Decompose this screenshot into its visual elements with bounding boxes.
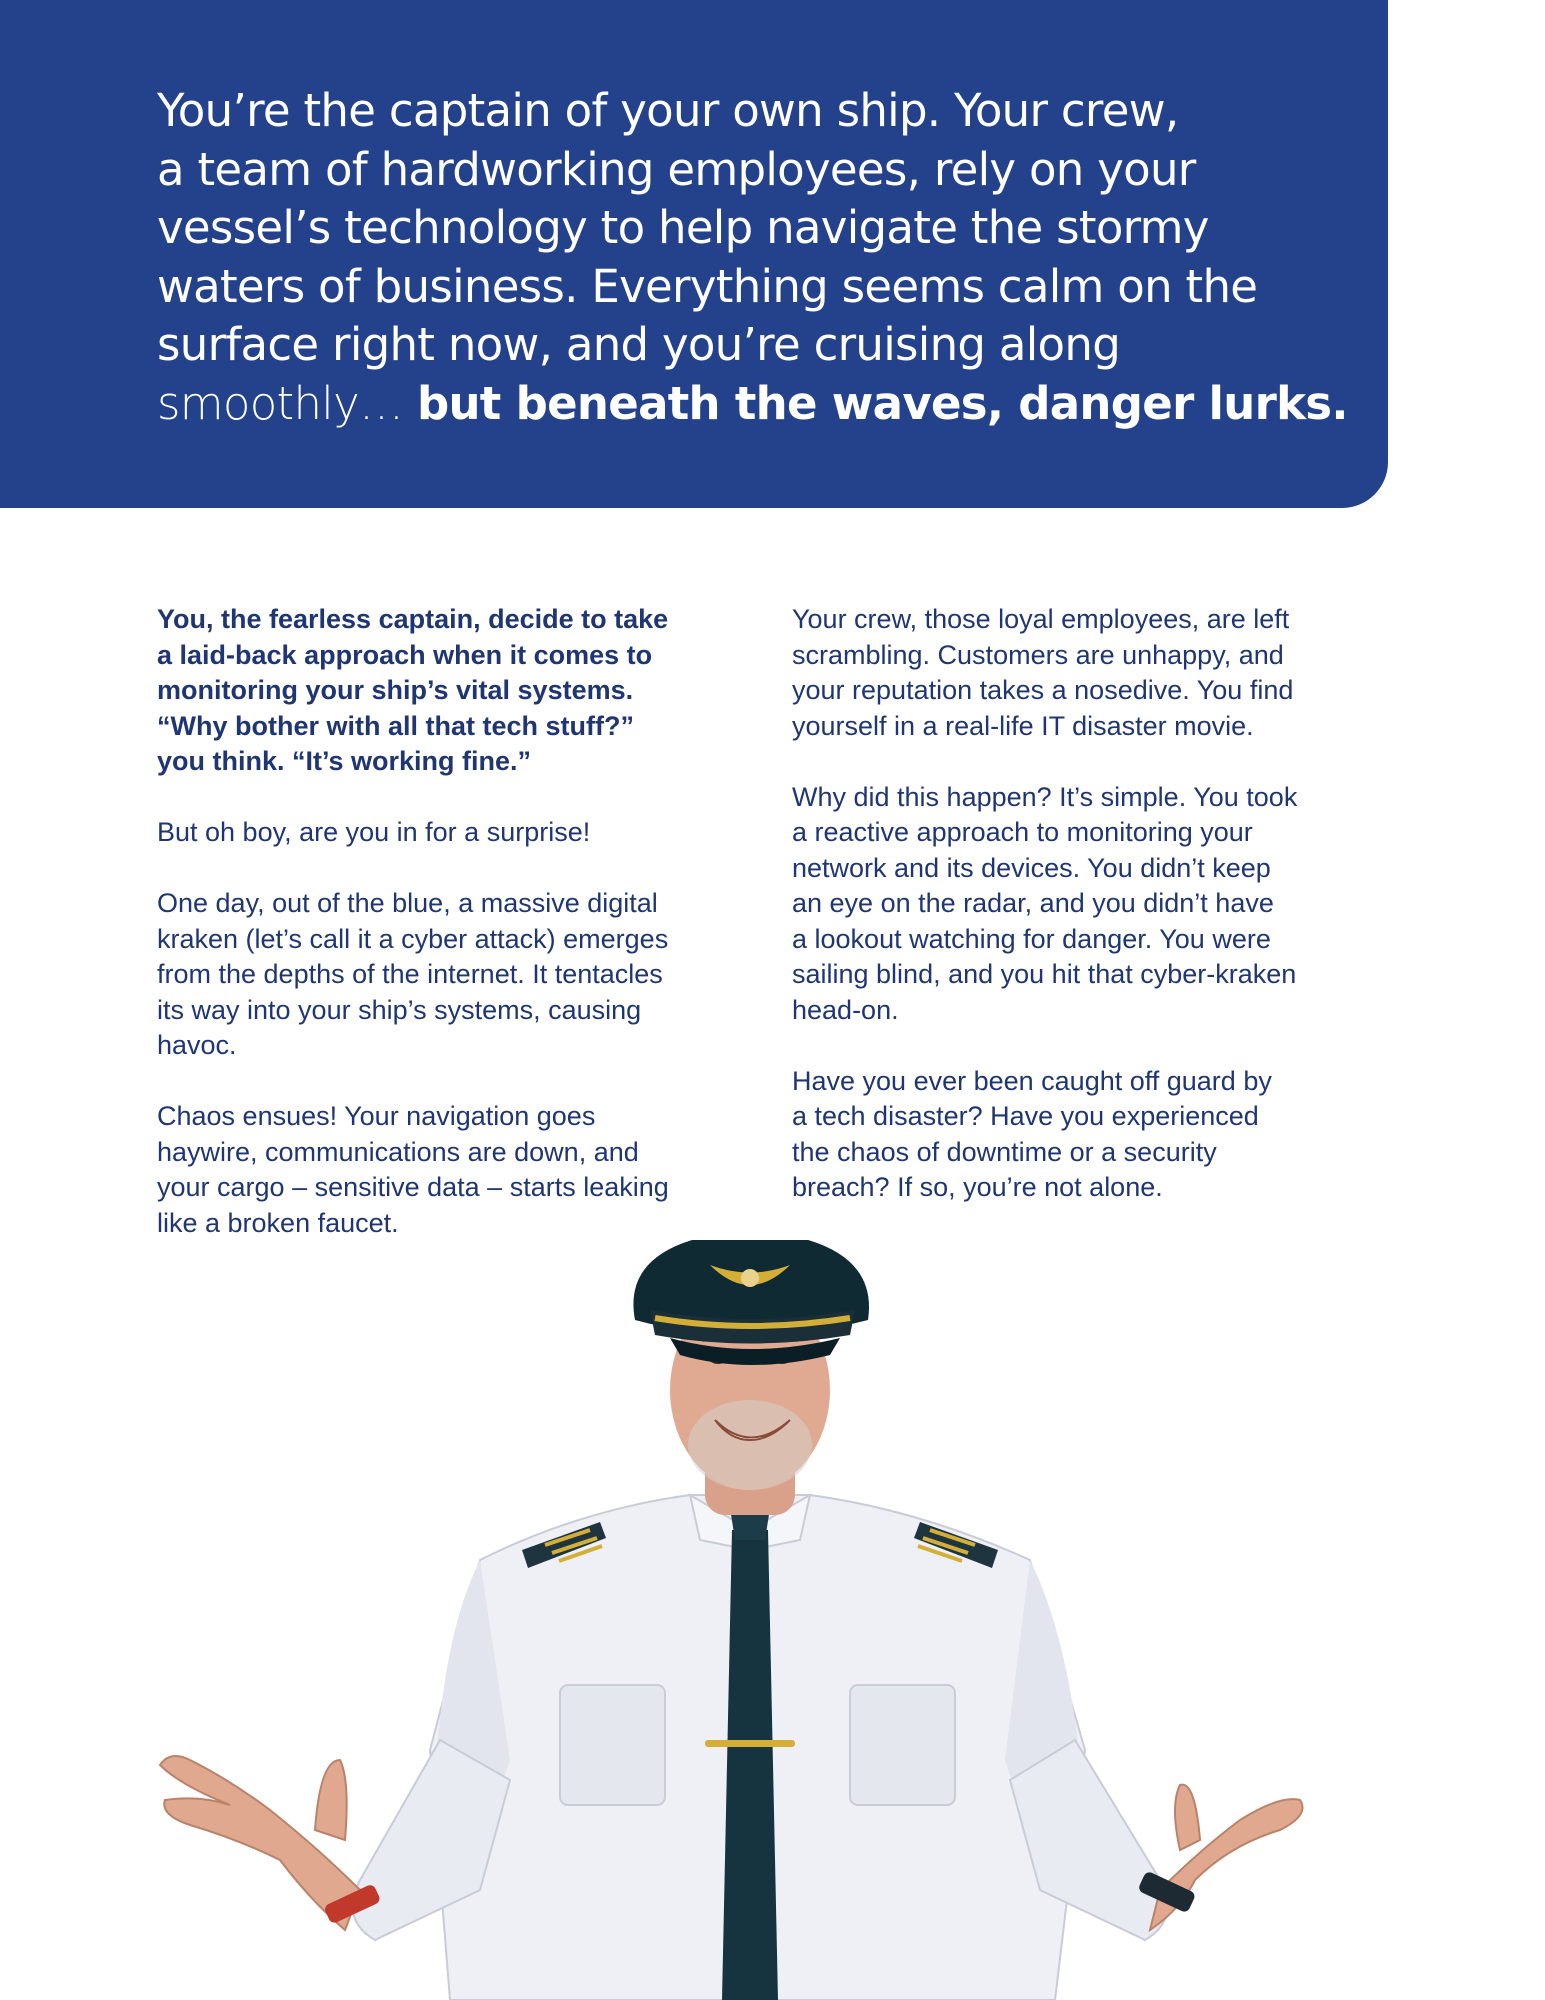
text-line: the chaos of downtime or a security [792, 1136, 1217, 1167]
paragraph [792, 780, 1392, 1029]
text-line: Chaos ensues! Your navigation goes [157, 1101, 596, 1131]
hero-line: vessel’s technology to help navigate the stormy [157, 201, 1209, 254]
intro-paragraph [157, 602, 757, 780]
text-line: One day, out of the blue, a massive digital [157, 888, 658, 918]
text-line: your reputation takes a nosedive. You find [792, 675, 1294, 705]
text-line: a tech disaster? Have you experienced [792, 1101, 1259, 1131]
text-line: you think. “It’s working fine.” [157, 746, 532, 776]
text-line: scrambling. Customers are unhappy, and [792, 639, 1284, 670]
hero-banner [0, 0, 1388, 508]
left-column [157, 602, 757, 1277]
text-line: Have you ever been caught off guard by [792, 1065, 1272, 1096]
text-line: a lookout watching for danger. You were [792, 923, 1271, 954]
text-line: head-on. [792, 994, 899, 1025]
hero-line: waters of business. Everything seems calm on the [157, 259, 1258, 313]
hero-line: a team of hardworking employees, rely on your [157, 142, 1196, 196]
paragraph [157, 815, 757, 851]
text-line: breach? If so, you’re not alone. [792, 1172, 1163, 1202]
hero-text [157, 82, 1382, 433]
text-line: Why did this happen? It’s simple. You took [792, 781, 1298, 812]
text-line: an eye on the radar, and you didn’t have [792, 888, 1274, 918]
text-line: You, the fearless captain, decide to take [157, 604, 669, 634]
text-line: network and its devices. You didn’t keep [792, 852, 1271, 883]
paragraph [792, 1064, 1392, 1206]
text-line: from the depths of the internet. It tentacles [157, 959, 663, 989]
text-line: yourself in a real-life IT disaster movie. [792, 710, 1254, 741]
captain-photo [150, 1240, 1330, 2000]
text-line: Your crew, those loyal employees, are left [792, 604, 1290, 634]
text-line: sailing blind, and you hit that cyber-kraken [792, 959, 1297, 989]
paragraph [157, 1099, 757, 1241]
text-line: “Why bother with all that tech stuff?” [157, 710, 634, 741]
paragraph [792, 602, 1392, 744]
text-line: like a broken faucet. [157, 1207, 399, 1238]
right-column [792, 602, 1392, 1241]
text-line: monitoring your ship’s vital systems. [157, 675, 634, 705]
hero-last-line-plain: smoothly… [157, 376, 417, 430]
hero-line: surface right now, and you’re cruising along [157, 318, 1121, 371]
text-line: a laid-back approach when it comes to [157, 639, 653, 670]
hero-last-line [157, 375, 1382, 434]
paragraph [157, 886, 757, 1064]
text-line: But oh boy, are you in for a surprise! [157, 817, 591, 847]
text-line: kraken (let’s call it a cyber attack) emerges [157, 923, 669, 954]
text-line: its way into your ship’s systems, causing [157, 994, 642, 1025]
hero-emphasis: but beneath the waves, danger lurks. [416, 376, 1348, 430]
text-line: your cargo – sensitive data – starts leaking [157, 1172, 669, 1202]
text-line: havoc. [157, 1030, 237, 1060]
text-line: a reactive approach to monitoring your [792, 817, 1253, 847]
text-line: haywire, communications are down, and [157, 1136, 639, 1167]
hero-line: You’re the captain of your own ship. Your crew, [157, 84, 1179, 137]
